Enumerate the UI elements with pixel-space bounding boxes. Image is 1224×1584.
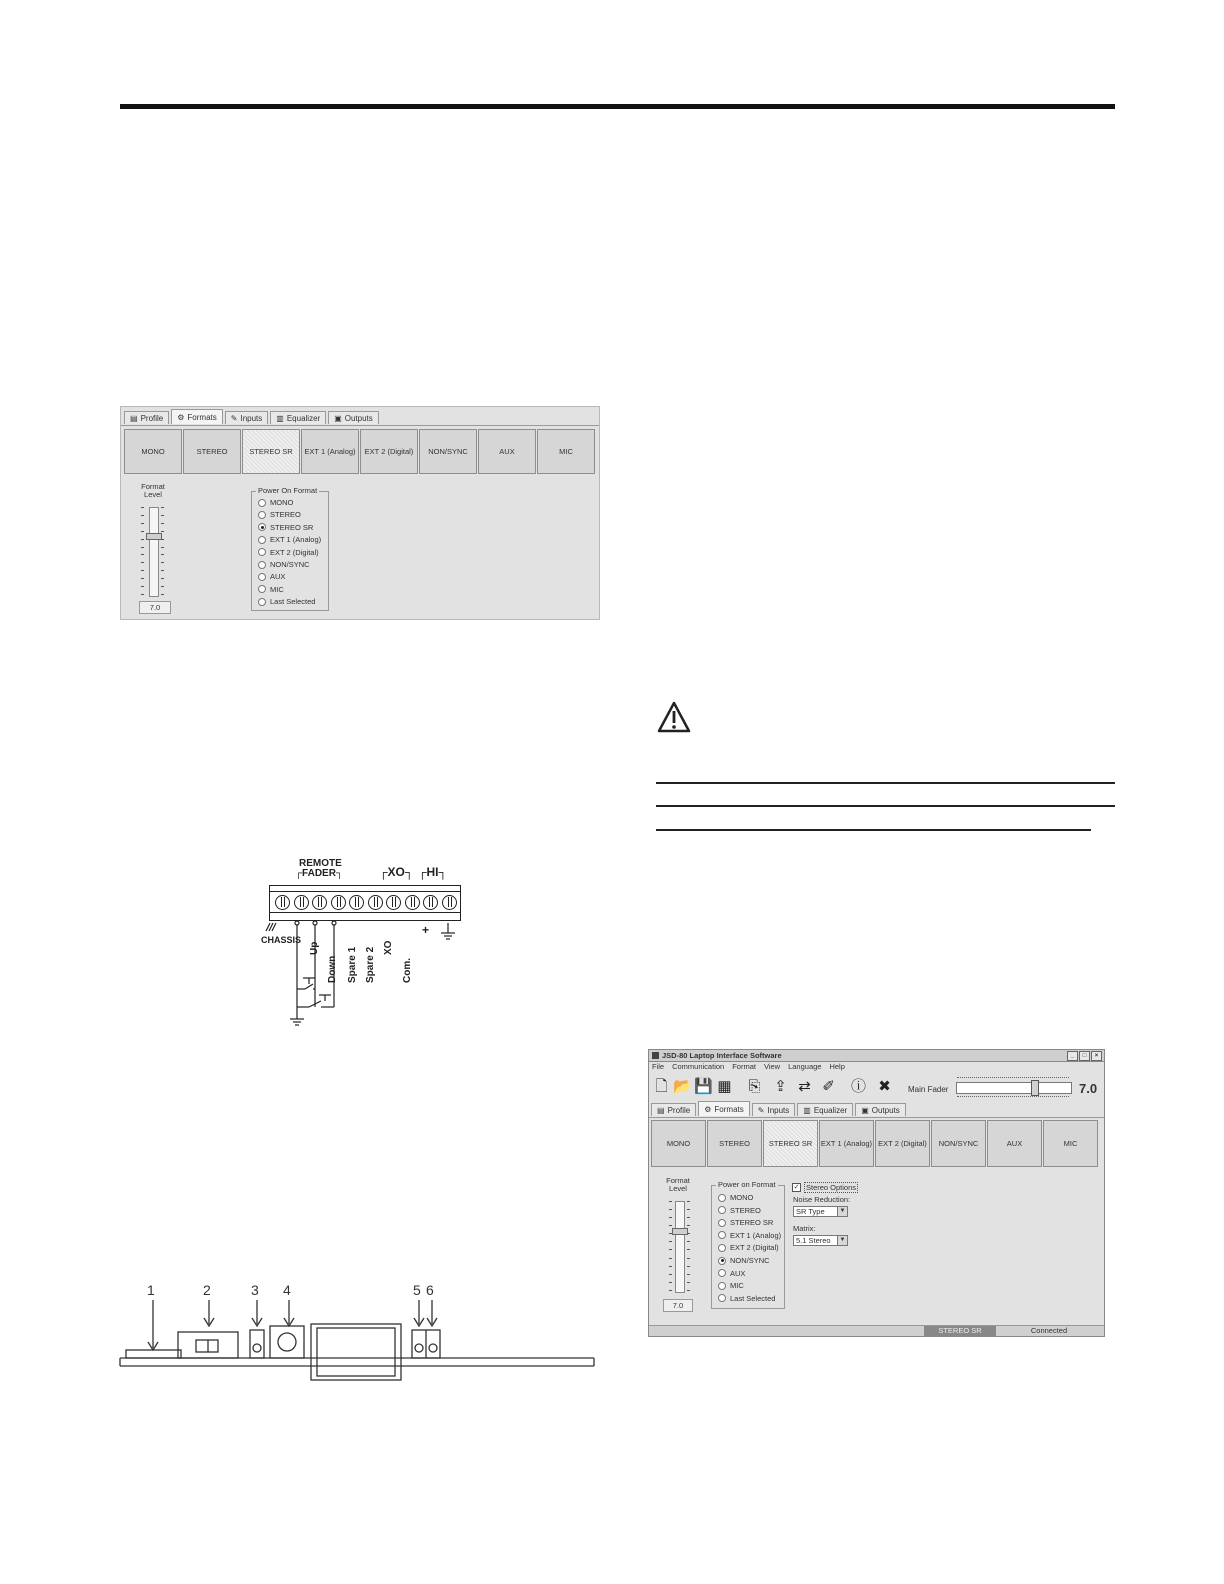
- matrix-label: Matrix:: [793, 1224, 816, 1233]
- radio-mono[interactable]: [258, 498, 293, 507]
- level-ticks-left: [669, 1201, 672, 1291]
- format-button-non-sync[interactable]: NON/SYNC: [419, 429, 477, 474]
- radio-button[interactable]: [718, 1206, 726, 1214]
- main-fader-slider[interactable]: [956, 1082, 1072, 1094]
- radio-button[interactable]: [258, 499, 266, 507]
- chassis-label: CHASSIS: [261, 935, 302, 945]
- radio-stereo-sr[interactable]: [258, 523, 313, 532]
- chevron-down-icon: ▼: [837, 1236, 847, 1245]
- radio-label: STEREO SR: [270, 522, 314, 532]
- profile-icon: ▤: [130, 413, 138, 423]
- format-button-stereo[interactable]: STEREO: [183, 429, 241, 474]
- format-button-aux[interactable]: AUX: [987, 1120, 1042, 1167]
- callout-2: 2: [203, 1282, 211, 1298]
- format-level-value: 7.0: [663, 1299, 693, 1312]
- radio-ext-2-digital[interactable]: [718, 1243, 779, 1252]
- stereo-options-row[interactable]: [792, 1182, 858, 1193]
- inputs-icon: ✎: [230, 413, 238, 423]
- terminal-label-xo: XO: [383, 940, 394, 955]
- tab-equalizer[interactable]: [797, 1103, 853, 1116]
- radio-button[interactable]: [718, 1244, 726, 1252]
- format-button-row: [651, 1120, 1099, 1167]
- power-on-format-title: Power on Format: [718, 1180, 776, 1189]
- radio-button[interactable]: [258, 561, 266, 569]
- power-on-format-group: [711, 1180, 785, 1309]
- rule-2: [656, 805, 1115, 807]
- radio-button[interactable]: [718, 1194, 726, 1202]
- radio-label: NON/SYNC: [730, 1256, 770, 1265]
- tab-label: Inputs: [240, 413, 263, 423]
- main-fader-value: 7.0: [1079, 1081, 1098, 1096]
- radio-label: EXT 1 (Analog): [730, 1230, 782, 1240]
- terminal-screw: [312, 895, 327, 910]
- link-icon[interactable]: ✐: [822, 1078, 835, 1095]
- radio-label: EXT 2 (Digital): [730, 1243, 779, 1253]
- terminal-screw: [275, 895, 290, 910]
- top-rule: [120, 104, 1115, 109]
- format-level-label: Format Level: [141, 482, 165, 499]
- format-level-value: 7.0: [139, 601, 171, 614]
- radio-label: MIC: [730, 1281, 744, 1291]
- radio-label: NON/SYNC: [270, 560, 310, 569]
- profile-icon: ▤: [657, 1105, 665, 1115]
- tab-formats[interactable]: [171, 409, 223, 424]
- radio-ext-1-analog[interactable]: [258, 535, 321, 544]
- outputs-icon: ▣: [334, 413, 342, 423]
- terminal-screw: [349, 895, 364, 910]
- terminal-label-down: Down: [327, 955, 338, 983]
- terminal-screw: [423, 895, 438, 910]
- menu-language[interactable]: Language: [788, 1062, 822, 1071]
- terminal-screw: [405, 895, 420, 910]
- menu-help[interactable]: Help: [829, 1062, 845, 1071]
- format-button-aux[interactable]: AUX: [478, 429, 536, 474]
- remote-label: REMOTE: [299, 858, 342, 869]
- tab-label: Formats: [714, 1104, 744, 1114]
- chevron-down-icon: ▼: [837, 1207, 847, 1216]
- status-connection: Connected: [1030, 1326, 1068, 1335]
- tab-outputs[interactable]: [328, 411, 379, 424]
- window-title: JSD-80 Laptop Interface Software: [662, 1051, 782, 1060]
- radio-non-sync[interactable]: [718, 1256, 770, 1265]
- tab-label: Equalizer: [813, 1105, 848, 1115]
- level-ticks-right: [161, 507, 164, 595]
- radio-ext-2-digital[interactable]: [258, 548, 319, 557]
- radio-button[interactable]: [258, 585, 266, 593]
- menu-communication[interactable]: Communication: [672, 1062, 725, 1071]
- radio-aux[interactable]: [258, 572, 285, 581]
- format-button-ext-1-analog[interactable]: EXT 1 (Analog): [819, 1120, 874, 1167]
- tab-strip: [124, 411, 379, 424]
- radio-label: AUX: [270, 572, 286, 582]
- info-icon[interactable]: ⓘ: [850, 1078, 866, 1095]
- radio-button[interactable]: [718, 1257, 726, 1265]
- plus-terminal-label: +: [422, 923, 430, 937]
- terminal-screw: [294, 895, 309, 910]
- main-fader-thumb[interactable]: [1031, 1080, 1039, 1096]
- tab-label: Inputs: [767, 1105, 790, 1115]
- format-button-row: [124, 429, 596, 474]
- noise-reduction-label: Noise Reduction:: [793, 1195, 851, 1204]
- radio-label: MIC: [270, 584, 284, 594]
- radio-button[interactable]: [258, 573, 266, 581]
- radio-button[interactable]: [718, 1269, 726, 1277]
- callout-3: 3: [251, 1282, 259, 1298]
- tab-label: Equalizer: [286, 413, 321, 423]
- tab-inputs[interactable]: [225, 411, 269, 424]
- format-button-mono[interactable]: MONO: [124, 429, 182, 474]
- menu-format[interactable]: Format: [732, 1062, 756, 1071]
- matrix-select[interactable]: 5.1 Stereo ▼: [793, 1235, 848, 1246]
- upload-icon[interactable]: ⇪: [774, 1078, 787, 1095]
- radio-button[interactable]: [258, 511, 266, 519]
- radio-last-selected[interactable]: [718, 1294, 775, 1303]
- radio-ext-1-analog[interactable]: [718, 1231, 781, 1240]
- radio-label: Last Selected: [270, 597, 316, 607]
- radio-mono[interactable]: [718, 1193, 753, 1202]
- app-icon: [652, 1052, 659, 1059]
- level-ticks-left: [141, 507, 144, 595]
- format-button-mic[interactable]: MIC: [537, 429, 595, 474]
- rule-3: [656, 829, 1091, 831]
- terminal-label-up: Up: [309, 941, 320, 955]
- terminal-screw: [368, 895, 383, 910]
- level-ticks-right: [687, 1201, 690, 1291]
- radio-button[interactable]: [718, 1294, 726, 1302]
- radio-label: MONO: [730, 1193, 754, 1202]
- tab-label: Outputs: [871, 1105, 900, 1115]
- format-button-non-sync[interactable]: NON/SYNC: [931, 1120, 986, 1167]
- warning-triangle-icon: [656, 700, 692, 734]
- callout-4: 4: [283, 1282, 291, 1298]
- radio-label: STEREO: [270, 510, 301, 520]
- radio-stereo-sr[interactable]: [718, 1218, 773, 1227]
- format-button-mono[interactable]: MONO: [651, 1120, 706, 1167]
- equalizer-icon: ▥: [803, 1105, 811, 1115]
- radio-mic[interactable]: [258, 585, 284, 594]
- format-button-stereo[interactable]: STEREO: [707, 1120, 762, 1167]
- callout-1: 1: [147, 1282, 155, 1298]
- format-button-stereo-sr[interactable]: STEREO SR: [242, 429, 300, 474]
- mute-icon[interactable]: ✖: [878, 1078, 891, 1095]
- save-all-icon[interactable]: ▦: [717, 1078, 732, 1095]
- hi-header: HI: [426, 865, 439, 879]
- radio-button[interactable]: [718, 1282, 726, 1290]
- format-button-ext-1-analog[interactable]: EXT 1 (Analog): [301, 429, 359, 474]
- slider-thumb[interactable]: [672, 1228, 688, 1235]
- format-button-stereo-sr[interactable]: STEREO SR: [763, 1120, 818, 1167]
- radio-label: EXT 2 (Digital): [270, 547, 319, 557]
- terminal-label-com: Com.: [402, 958, 413, 983]
- menu-file[interactable]: File: [652, 1062, 665, 1071]
- radio-label: MONO: [270, 498, 294, 507]
- copy-icon[interactable]: ⎘: [748, 1078, 761, 1095]
- callout-6: 6: [426, 1282, 434, 1298]
- open-icon[interactable]: 📂: [673, 1078, 692, 1095]
- tab-outputs[interactable]: [855, 1103, 906, 1116]
- tab-profile[interactable]: [124, 411, 169, 424]
- close-button[interactable]: ×: [1091, 1051, 1102, 1061]
- tab-strip: [651, 1103, 906, 1116]
- app-window-screenshot: [648, 1049, 1105, 1337]
- radio-label: AUX: [730, 1268, 746, 1278]
- formats-icon: ⚙: [704, 1104, 712, 1114]
- radio-label: STEREO: [730, 1205, 761, 1215]
- stereo-options-label: Stereo Options: [806, 1183, 857, 1192]
- terminal-label-spare-1: Spare 1: [347, 946, 358, 983]
- terminal-screw: [331, 895, 346, 910]
- tab-equalizer[interactable]: [270, 411, 326, 424]
- radio-button[interactable]: [258, 523, 266, 531]
- power-on-format-group: [251, 486, 329, 611]
- terminal-block-diagram: REMOTE ┌ FADER ┐ ┌XO┐ ┌HI┐ CHASSIS Up Down Spare 1 Spare 2 XO Com. +: [255, 855, 465, 1035]
- terminal-screw: [386, 895, 401, 910]
- tab-formats[interactable]: [698, 1101, 750, 1116]
- radio-aux[interactable]: [718, 1269, 745, 1278]
- format-button-mic[interactable]: MIC: [1043, 1120, 1098, 1167]
- inputs-icon: ✎: [757, 1105, 765, 1115]
- slider-thumb[interactable]: [146, 533, 162, 540]
- terminal-label-spare-2: Spare 2: [365, 946, 376, 983]
- menu-view[interactable]: View: [763, 1062, 781, 1071]
- minimize-button[interactable]: _: [1067, 1051, 1078, 1061]
- radio-last-selected[interactable]: [258, 597, 315, 606]
- format-level-slider[interactable]: [675, 1201, 685, 1293]
- format-level-label: Format Level: [666, 1176, 690, 1193]
- outputs-icon: ▣: [861, 1105, 869, 1115]
- tab-label: Formats: [187, 412, 217, 422]
- radio-mic[interactable]: [718, 1281, 744, 1290]
- save-icon[interactable]: 💾: [694, 1078, 713, 1095]
- tab-label: Profile: [140, 413, 164, 423]
- xo-header: XO: [387, 865, 405, 879]
- format-button-ext-2-digital[interactable]: EXT 2 (Digital): [875, 1120, 930, 1167]
- callout-5: 5: [413, 1282, 421, 1298]
- status-bar: [649, 1325, 1104, 1336]
- tab-inputs[interactable]: [752, 1103, 796, 1116]
- radio-label: Last Selected: [730, 1293, 776, 1303]
- radio-button[interactable]: [718, 1231, 726, 1239]
- stereo-options-checkbox[interactable]: ✓: [793, 1184, 800, 1191]
- radio-label: EXT 1 (Analog): [270, 535, 322, 545]
- tab-label: Outputs: [344, 413, 373, 423]
- noise-reduction-select[interactable]: SR Type ▼: [793, 1206, 848, 1217]
- radio-button[interactable]: [258, 548, 266, 556]
- radio-button[interactable]: [718, 1219, 726, 1227]
- radio-button[interactable]: [258, 598, 266, 606]
- formats-panel-screenshot: [120, 406, 600, 620]
- equalizer-icon: ▥: [276, 413, 284, 423]
- radio-stereo[interactable]: [718, 1206, 761, 1215]
- power-on-format-title: Power On Format: [258, 486, 318, 495]
- main-fader-label: Main Fader: [908, 1085, 949, 1094]
- radio-stereo[interactable]: [258, 510, 301, 519]
- format-level-slider[interactable]: [149, 507, 159, 597]
- board-side-view-diagram: [118, 1282, 598, 1382]
- format-button-ext-2-digital[interactable]: EXT 2 (Digital): [360, 429, 418, 474]
- connect-icon[interactable]: ⇄: [798, 1078, 811, 1095]
- status-format: STEREO SR: [924, 1326, 996, 1336]
- new-icon[interactable]: 🗋: [655, 1078, 668, 1095]
- main-fader-ticks-bottom: [957, 1096, 1069, 1099]
- formats-icon: ⚙: [177, 412, 185, 422]
- fader-label: FADER: [302, 868, 336, 879]
- rule-1: [656, 782, 1115, 784]
- tab-label: Profile: [667, 1105, 691, 1115]
- radio-button[interactable]: [258, 536, 266, 544]
- menubar: [649, 1062, 845, 1072]
- radio-non-sync[interactable]: [258, 560, 310, 569]
- terminal-screw: [442, 895, 457, 910]
- tab-profile[interactable]: [651, 1103, 696, 1116]
- maximize-button[interactable]: □: [1079, 1051, 1090, 1061]
- radio-label: STEREO SR: [730, 1218, 774, 1228]
- window-titlebar: [649, 1050, 1104, 1062]
